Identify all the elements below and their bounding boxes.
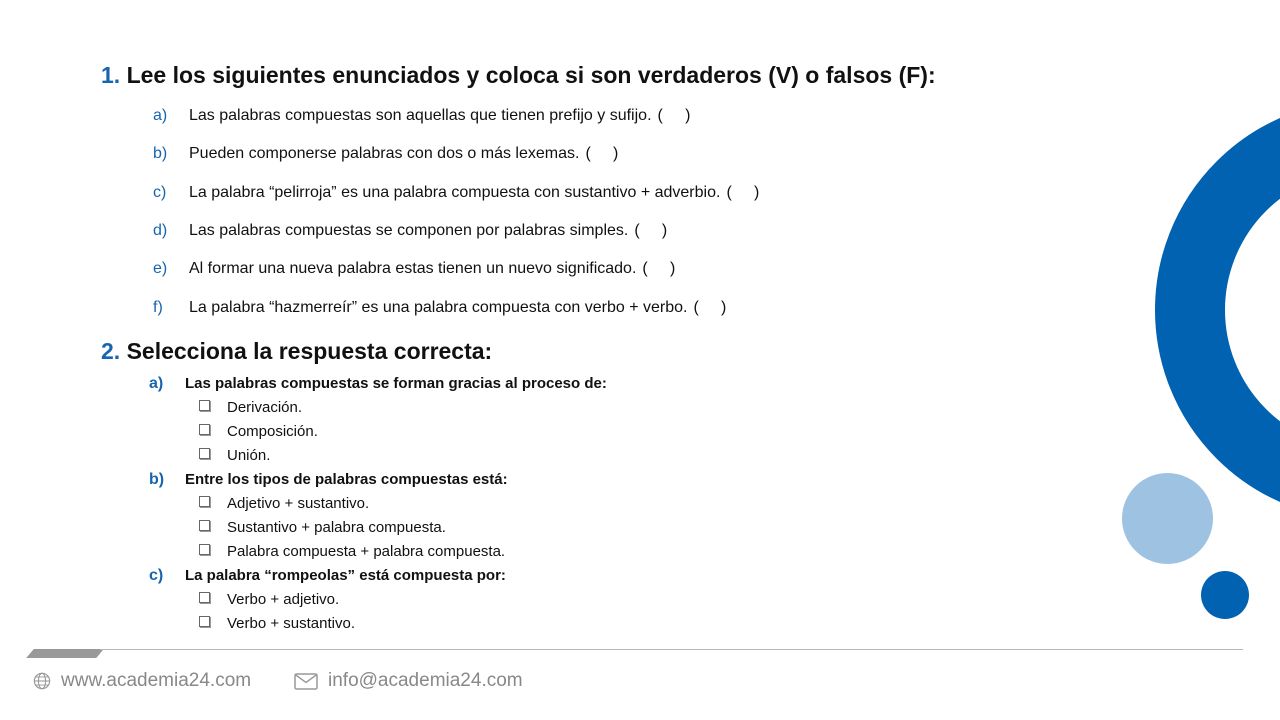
question-text: Las palabras compuestas se forman gracias al proceso de: <box>185 375 607 392</box>
section-1-title: Lee los siguientes enunciados y coloca si son verdaderos (V) o falsos (F): <box>126 62 936 88</box>
checkbox-icon[interactable] <box>199 496 210 507</box>
option-label: Verbo + adjetivo. <box>227 591 340 608</box>
checkbox-icon[interactable] <box>199 520 210 531</box>
email-link[interactable]: info@academia24.com <box>328 670 523 691</box>
tf-item-text: Las palabras compuestas se componen por palabras simples. <box>189 222 629 239</box>
option-label: Verbo + sustantivo. <box>227 615 355 632</box>
section-2-number: 2. <box>101 338 121 364</box>
tf-item-letter: a) <box>153 107 168 124</box>
tf-item-d <box>153 222 667 240</box>
question-text: La palabra “rompeolas” está compuesta por: <box>185 567 506 584</box>
option-a-2[interactable] <box>199 423 318 440</box>
tf-item-letter: d) <box>153 222 168 239</box>
decorative-circle-dark <box>1201 571 1249 619</box>
checkbox-icon[interactable] <box>199 424 210 435</box>
section-1-number: 1. <box>101 62 121 88</box>
option-b-1[interactable] <box>199 495 369 512</box>
tf-item-a <box>153 107 690 125</box>
footer-website[interactable] <box>33 670 251 692</box>
answer-blank[interactable]: ( ) <box>726 184 760 201</box>
question-c <box>149 567 506 585</box>
tf-item-text: La palabra “pelirroja” es una palabra compuesta con sustantivo + adverbio. <box>189 184 721 201</box>
option-label: Derivación. <box>227 399 303 416</box>
answer-blank[interactable]: ( ) <box>642 260 676 277</box>
tf-item-letter: e) <box>153 260 168 277</box>
question-text: Entre los tipos de palabras compuestas está: <box>185 471 508 488</box>
option-label: Composición. <box>227 423 318 440</box>
section-2-heading <box>101 338 492 365</box>
option-label: Unión. <box>227 447 271 464</box>
option-label: Sustantivo + palabra compuesta. <box>227 519 446 536</box>
section-2-title: Selecciona la respuesta correcta: <box>126 338 493 364</box>
answer-blank[interactable]: ( ) <box>693 299 727 316</box>
option-label: Palabra compuesta + palabra compuesta. <box>227 543 506 560</box>
tf-item-text: Pueden componerse palabras con dos o más lexemas. <box>189 145 580 162</box>
question-letter: c) <box>149 567 164 584</box>
option-a-1[interactable] <box>199 399 302 416</box>
tf-item-e <box>153 260 675 278</box>
option-b-2[interactable] <box>199 519 446 536</box>
tf-item-text: Al formar una nueva palabra estas tienen un nuevo significado. <box>189 260 637 277</box>
option-c-1[interactable] <box>199 591 339 608</box>
question-a <box>149 375 607 393</box>
tf-item-letter: c) <box>153 184 167 201</box>
checkbox-icon[interactable] <box>199 592 210 603</box>
decorative-circle-light <box>1122 473 1213 564</box>
checkbox-icon[interactable] <box>199 448 210 459</box>
footer-email[interactable] <box>294 670 523 692</box>
tf-item-b <box>153 145 618 163</box>
answer-blank[interactable]: ( ) <box>657 107 691 124</box>
question-b <box>149 471 508 489</box>
option-label: Adjetivo + sustantivo. <box>227 495 370 512</box>
option-a-3[interactable] <box>199 447 270 464</box>
footer-accent-bar <box>26 649 104 658</box>
website-link[interactable]: www.academia24.com <box>61 670 252 691</box>
answer-blank[interactable]: ( ) <box>634 222 668 239</box>
tf-item-text: La palabra “hazmerreír” es una palabra compuesta con verbo + verbo. <box>189 299 688 316</box>
tf-item-letter: f) <box>153 299 163 316</box>
tf-item-text: Las palabras compuestas son aquellas que tienen prefijo y sufijo. <box>189 107 652 124</box>
tf-item-c <box>153 184 759 202</box>
checkbox-icon[interactable] <box>199 544 210 555</box>
footer-divider <box>100 649 1243 650</box>
option-b-3[interactable] <box>199 543 505 560</box>
option-c-2[interactable] <box>199 615 355 632</box>
mail-icon <box>294 673 318 690</box>
question-letter: b) <box>149 471 165 488</box>
checkbox-icon[interactable] <box>199 400 210 411</box>
section-1-heading <box>101 62 936 89</box>
tf-item-letter: b) <box>153 145 168 162</box>
question-letter: a) <box>149 375 164 392</box>
decorative-ring <box>1155 100 1280 520</box>
tf-item-f <box>153 299 726 317</box>
checkbox-icon[interactable] <box>199 616 210 627</box>
globe-icon <box>33 672 51 690</box>
answer-blank[interactable]: ( ) <box>585 145 619 162</box>
